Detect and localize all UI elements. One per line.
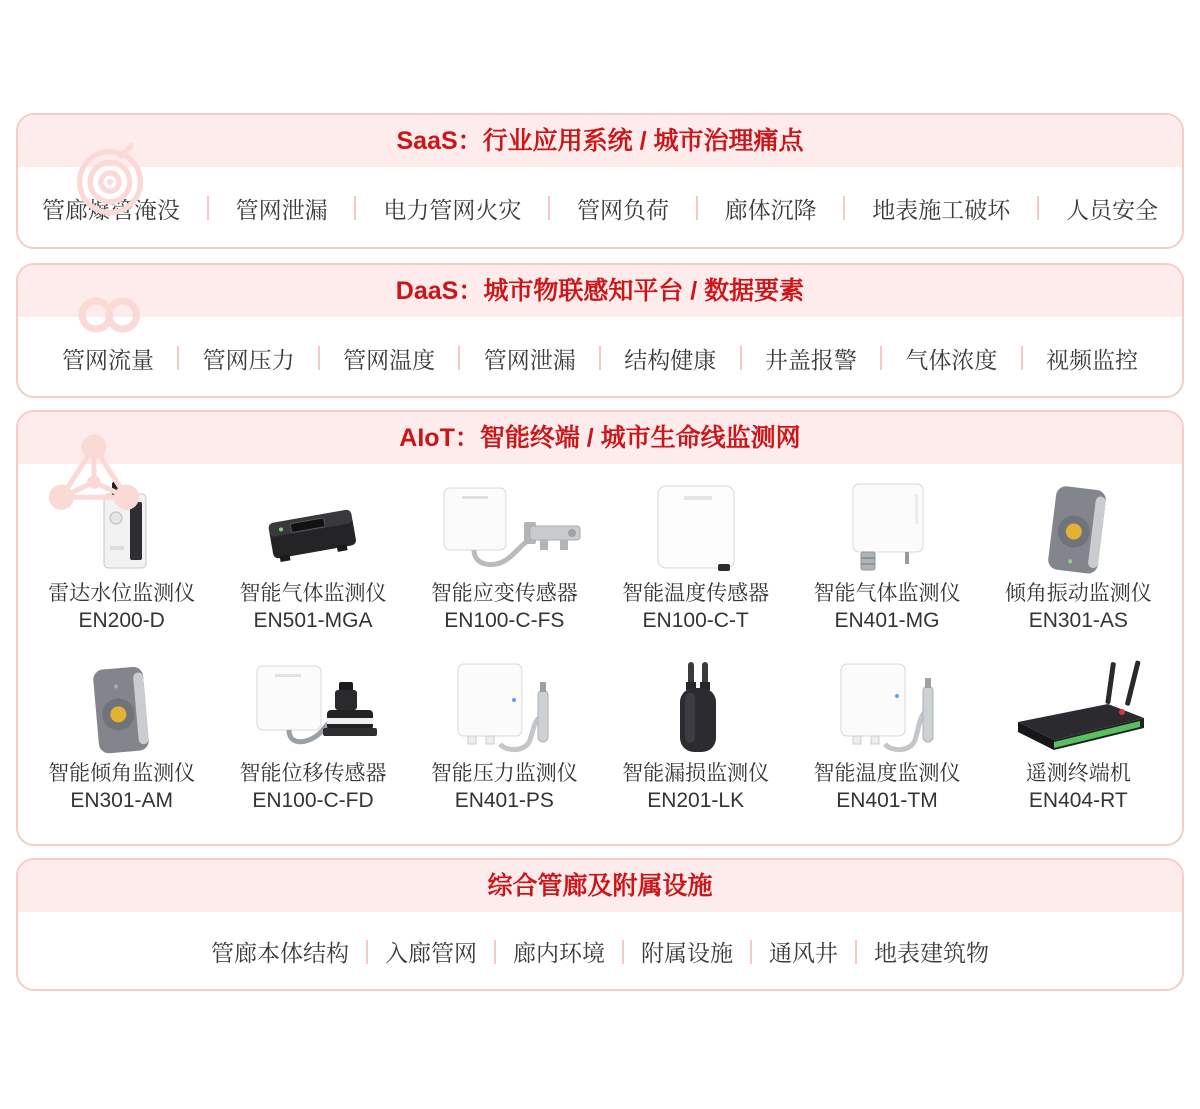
product-model: EN401-PS bbox=[454, 789, 554, 812]
product-card bbox=[217, 480, 408, 634]
product-model: EN501-MGA bbox=[253, 609, 373, 632]
infrastructure-section-title: 综合管廊及附属设施 bbox=[18, 860, 1182, 912]
product-name: 智能位移传感器 bbox=[239, 762, 387, 785]
item-divider bbox=[750, 940, 752, 964]
daas-section-title: DaaS：城市物联感知平台 / 数据要素 bbox=[18, 265, 1182, 317]
saas-items-row bbox=[18, 167, 1182, 249]
product-card bbox=[600, 480, 791, 634]
product-card bbox=[983, 480, 1174, 634]
product-card bbox=[983, 660, 1174, 814]
list-item: 管网负荷 bbox=[576, 196, 669, 223]
product-card bbox=[791, 660, 982, 814]
item-divider bbox=[622, 940, 624, 964]
product-model: EN201-LK bbox=[647, 789, 745, 812]
list-item: 管网温度 bbox=[343, 346, 436, 373]
tilt-vibration-device bbox=[983, 480, 1174, 580]
infrastructure-section-card bbox=[16, 858, 1184, 991]
product-model: EN100-C-FS bbox=[444, 609, 565, 632]
telemetry-terminal-device bbox=[983, 660, 1174, 760]
item-divider bbox=[843, 196, 845, 220]
product-name: 智能温度传感器 bbox=[622, 582, 770, 605]
radar-water-level-device bbox=[26, 480, 217, 580]
white-gas-monitor-device bbox=[791, 480, 982, 580]
product-model: EN100-C-T bbox=[642, 609, 749, 632]
product-name: 智能漏损监测仪 bbox=[622, 762, 770, 785]
product-model: EN301-AS bbox=[1028, 609, 1128, 632]
item-divider bbox=[548, 196, 550, 220]
product-card bbox=[409, 480, 600, 634]
list-item: 结构健康 bbox=[624, 346, 717, 373]
list-item: 通风井 bbox=[769, 940, 838, 966]
item-divider bbox=[1037, 196, 1039, 220]
item-divider bbox=[354, 196, 356, 220]
item-divider bbox=[740, 346, 742, 370]
item-divider bbox=[1021, 346, 1023, 370]
list-item: 入廊管网 bbox=[385, 940, 477, 966]
infrastructure-items-row bbox=[18, 912, 1182, 991]
temperature-probe-device bbox=[791, 660, 982, 760]
item-divider bbox=[494, 940, 496, 964]
product-model: EN401-TM bbox=[836, 789, 938, 812]
product-name: 雷达水位监测仪 bbox=[48, 582, 196, 605]
product-card bbox=[791, 480, 982, 634]
aiot-section-title: AIoT：智能终端 / 城市生命线监测网 bbox=[18, 412, 1182, 464]
displacement-sensor-device bbox=[217, 660, 408, 760]
product-model: EN100-C-FD bbox=[252, 789, 374, 812]
list-item: 地表施工破坏 bbox=[872, 196, 1011, 223]
product-name: 智能温度监测仪 bbox=[813, 762, 961, 785]
item-divider bbox=[855, 940, 857, 964]
list-item: 地表建筑物 bbox=[874, 940, 989, 966]
list-item: 管网压力 bbox=[202, 346, 295, 373]
item-divider bbox=[880, 346, 882, 370]
product-model: EN200-D bbox=[78, 609, 165, 632]
list-item: 廊内环境 bbox=[513, 940, 605, 966]
product-name: 智能气体监测仪 bbox=[239, 582, 387, 605]
item-divider bbox=[458, 346, 460, 370]
product-card bbox=[26, 660, 217, 814]
list-item: 附属设施 bbox=[641, 940, 733, 966]
temperature-sensor-device bbox=[600, 480, 791, 580]
product-name: 智能压力监测仪 bbox=[430, 762, 578, 785]
item-divider bbox=[366, 940, 368, 964]
list-item: 管廊爆管淹没 bbox=[42, 196, 180, 223]
product-name: 智能倾角监测仪 bbox=[48, 762, 196, 785]
leak-monitor-device bbox=[600, 660, 791, 760]
item-divider bbox=[696, 196, 698, 220]
product-name: 遥测终端机 bbox=[1025, 762, 1131, 785]
product-card bbox=[600, 660, 791, 814]
list-item: 管廊本体结构 bbox=[211, 940, 349, 966]
product-name: 智能气体监测仪 bbox=[813, 582, 961, 605]
list-item: 管网流量 bbox=[62, 346, 154, 373]
daas-items-row bbox=[18, 317, 1182, 398]
product-model: EN301-AM bbox=[70, 789, 174, 812]
list-item: 视频监控 bbox=[1045, 346, 1138, 373]
item-divider bbox=[177, 346, 179, 370]
product-card bbox=[217, 660, 408, 814]
list-item: 电力管网火灾 bbox=[383, 196, 522, 223]
product-grid bbox=[18, 464, 1182, 814]
item-divider bbox=[599, 346, 601, 370]
list-item: 气体浓度 bbox=[905, 346, 998, 373]
pressure-monitor-device bbox=[409, 660, 600, 760]
product-name: 智能应变传感器 bbox=[430, 582, 578, 605]
product-model: EN404-RT bbox=[1028, 789, 1128, 812]
item-divider bbox=[207, 196, 209, 220]
black-gas-monitor-device bbox=[217, 480, 408, 580]
list-item: 人员安全 bbox=[1065, 196, 1158, 223]
item-divider bbox=[318, 346, 320, 370]
list-item: 管网泄漏 bbox=[235, 196, 328, 223]
product-model: EN401-MG bbox=[834, 609, 940, 632]
strain-sensor-device bbox=[409, 480, 600, 580]
tilt-monitor-device bbox=[26, 660, 217, 760]
list-item: 廊体沉降 bbox=[724, 196, 817, 223]
product-card bbox=[26, 480, 217, 634]
saas-section-title: SaaS：行业应用系统 / 城市治理痛点 bbox=[18, 115, 1182, 167]
daas-section-card bbox=[16, 263, 1184, 398]
list-item: 管网泄漏 bbox=[483, 346, 576, 373]
product-card bbox=[409, 660, 600, 814]
product-name: 倾角振动监测仪 bbox=[1004, 582, 1152, 605]
list-item: 井盖报警 bbox=[764, 346, 857, 373]
saas-section-card bbox=[16, 113, 1184, 249]
aiot-section-card bbox=[16, 410, 1184, 846]
